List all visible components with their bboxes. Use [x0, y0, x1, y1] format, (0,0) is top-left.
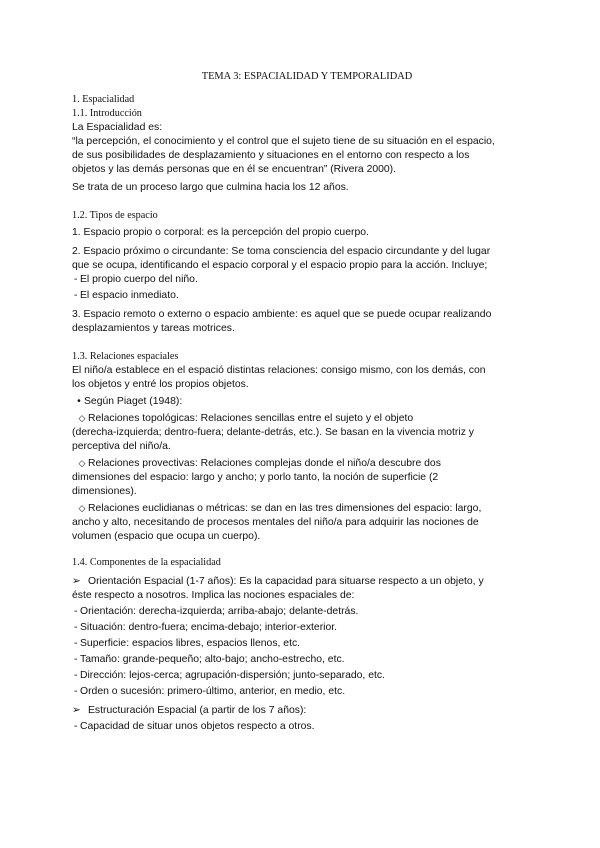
arrow-item-orientacion: [72, 575, 532, 589]
subsection-heading-introduccion: 1.1. Introducción: [72, 108, 142, 119]
dash-item: [72, 621, 532, 635]
dash-marker: -: [74, 274, 78, 285]
diamond-item-text: Relaciones provectivas: Relaciones complejas donde el niño/a descubre dos: [88, 458, 441, 469]
dash-item-text: Orden o sucesión: primero-último, anterior, en medio, etc.: [80, 686, 346, 697]
dash-item: [72, 637, 532, 651]
diamond-item-cont: dimensiones del espacio: largo y ancho; y porlo tanto, la noción de superficie (2: [72, 472, 439, 483]
diamond-icon: ◇: [78, 503, 86, 513]
diamond-item-cont: ancho y alto, necesitando de procesos mentales del niño/a para adquirir las nociones de: [72, 517, 479, 528]
quote-line: objetos y las demás personas que en él se encuentran” (Rivera 2000).: [72, 164, 397, 175]
paragraph-process: Se trata de un proceso largo que culmina hacia los 12 años.: [72, 182, 349, 193]
diamond-item-cont: perceptiva del niño/a.: [72, 441, 171, 452]
diamond-item-text: Relaciones euclidianas o métricas: se dan en las tres dimensiones del espacio: largo,: [88, 503, 482, 514]
dash-marker: -: [74, 721, 78, 732]
quote-line: “la percepción, el conocimiento y el control que el sujeto tiene de su situación en el espacio,: [72, 136, 495, 147]
dash-item-text: El espacio inmediato.: [80, 290, 179, 301]
dash-marker: -: [74, 654, 78, 665]
paragraph-intro: La Espacialidad es:: [72, 122, 163, 133]
bullet-item-piaget: [72, 395, 532, 409]
dash-marker: -: [74, 638, 78, 649]
diamond-item-cont: dimensiones).: [72, 486, 137, 497]
dash-item: [72, 685, 532, 699]
diamond-item-text: Relaciones topológicas: Relaciones sencillas entre el sujeto y el objeto: [88, 413, 414, 424]
document-body: [72, 70, 532, 734]
list-item-espacio-proximo-cont: que se ocupa, identificando el espacio corporal y el espacio propio para la acción. Incluye;: [72, 260, 488, 271]
list-item-espacio-propio: 1. Espacio propio o corporal: es la percepción del propio cuerpo.: [72, 227, 369, 238]
dash-item-text: Tamaño: grande-pequeño; alto-bajo; ancho-estrecho, etc.: [80, 654, 345, 665]
dash-item: [72, 653, 532, 667]
bullet-text: Según Piaget (1948):: [84, 396, 183, 407]
arrow-item-estructuracion: [72, 704, 532, 718]
dash-item-text: Orientación: derecha-izquierda; arriba-abajo; delante-detrás.: [80, 606, 359, 617]
dash-marker: -: [74, 670, 78, 681]
diamond-icon: ◇: [78, 413, 86, 423]
diamond-item-cont: volumen (espacio que ocupa un cuerpo).: [72, 531, 261, 542]
dash-item: [72, 273, 532, 287]
dash-item-text: Superficie: espacios libres, espacios llenos, etc.: [80, 638, 301, 649]
subsection-heading-relaciones: 1.3. Relaciones espaciales: [72, 351, 179, 362]
dash-marker: -: [74, 622, 78, 633]
section-heading-espacialidad: 1. Espacialidad: [72, 94, 135, 105]
diamond-item-topologicas: [72, 411, 532, 426]
dash-item-text: Dirección: lejos-cerca; agrupación-dispersión; junto-separado, etc.: [80, 670, 385, 681]
list-item-espacio-remoto-cont: desplazamientos y tareas motrices.: [72, 323, 235, 334]
dash-marker: -: [74, 606, 78, 617]
dash-item-text: Situación: dentro-fuera; encima-debajo; interior-exterior.: [80, 622, 338, 633]
dash-marker: -: [74, 290, 78, 301]
dash-item: [72, 669, 532, 683]
dash-marker: -: [74, 686, 78, 697]
dash-item: [72, 605, 532, 619]
bullet-icon: •: [77, 396, 81, 407]
page-title: TEMA 3: ESPACIALIDAD Y TEMPORALIDAD: [201, 71, 413, 82]
dash-item-text: El propio cuerpo del niño.: [80, 274, 198, 285]
list-item-espacio-proximo: 2. Espacio próximo o circundante: Se toma consciencia del espacio circundante y del lugar: [72, 246, 491, 257]
arrow-icon: ➢: [72, 576, 81, 587]
dash-item-text: Capacidad de situar unos objetos respecto a otros.: [80, 721, 315, 732]
arrow-item-text: Estructuración Espacial (a partir de los 7 años):: [88, 705, 307, 716]
arrow-item-cont: éste respecto a nosotros. Implica las nociones espaciales de:: [72, 590, 355, 601]
arrow-item-text: Orientación Espacial (1-7 años): Es la capacidad para situarse respecto a un objeto, y: [88, 576, 484, 587]
subsection-heading-tipos: 1.2. Tipos de espacio: [72, 210, 158, 221]
paragraph-relaciones-cont: los objetos y entré los propios objetos.: [72, 379, 249, 390]
quote-line: de sus posibilidades de desplazamiento y situaciones en el entorno con respecto a los: [72, 150, 470, 161]
diamond-item-proyectivas: [72, 456, 532, 471]
dash-item: [72, 289, 532, 303]
diamond-item-cont: (derecha-izquierda; dentro-fuera; delante-detrás, etc.). Se basan en la vivencia motriz y: [72, 427, 474, 438]
diamond-icon: ◇: [78, 458, 86, 468]
paragraph-relaciones: El niño/a establece en el espació distintas relaciones: consigo mismo, con los demás, con: [72, 365, 486, 376]
dash-item: [72, 720, 532, 734]
list-item-espacio-remoto: 3. Espacio remoto o externo o espacio ambiente: es aquel que se puede ocupar realizando: [72, 309, 492, 320]
subsection-heading-componentes: 1.4. Componentes de la espacialidad: [72, 557, 221, 568]
arrow-icon: ➢: [72, 705, 81, 716]
diamond-item-euclidianas: [72, 501, 532, 516]
